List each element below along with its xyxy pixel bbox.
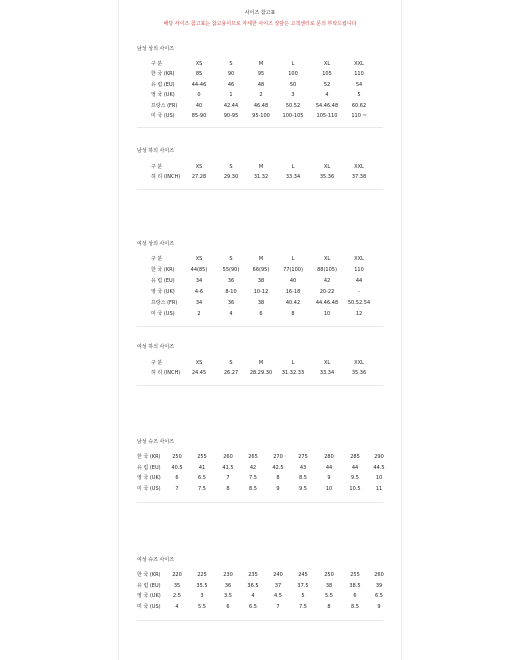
table-cell: 37.5 (297, 582, 309, 589)
row-label: 한 국 (KR) (151, 267, 175, 273)
table-cell: 54.46.48 (315, 102, 339, 109)
table-cell: 230 (223, 572, 233, 578)
table-row (137, 591, 383, 602)
row-label: 한 국 (KR) (137, 454, 161, 460)
table-cell: 3 (291, 92, 295, 99)
table-cell: 6.5 (198, 475, 206, 482)
table-cell: 41.5 (222, 464, 234, 471)
section-title: 남성 슈즈 사이즈 (137, 439, 174, 445)
table-cell: 42.5 (272, 464, 284, 471)
table-cell: 3 (200, 593, 204, 600)
table-cell: 6 (259, 311, 263, 317)
table-cell: 24.45 (191, 370, 207, 377)
table-cell: 6.5 (249, 603, 257, 610)
table-cell: 8 (226, 485, 230, 492)
table-cell: 285 (350, 454, 360, 460)
table-cell: 38 (257, 300, 265, 306)
table-cell: 40 (289, 278, 297, 284)
size-section (137, 239, 383, 327)
table-cell: - (358, 289, 360, 295)
table-row (137, 570, 383, 581)
table-row (137, 602, 383, 613)
section-title: 남성 상의 사이즈 (137, 46, 174, 52)
table-cell: 35.5 (196, 582, 208, 589)
table-cell: 2.5 (173, 593, 181, 600)
size-table (137, 570, 383, 612)
size-table (137, 162, 383, 183)
table-cell: 8 (327, 603, 331, 610)
table-cell: 3.5 (224, 593, 232, 600)
table-cell: 7 (276, 603, 280, 610)
size-section (137, 44, 383, 128)
header-cell: XS (195, 61, 203, 67)
header-cell: XL (323, 256, 331, 262)
table-cell: 95 (257, 71, 265, 78)
table-cell: 7 (226, 475, 230, 482)
table-cell: 8.5 (351, 603, 359, 610)
table-cell: 44 (355, 278, 363, 284)
table-cell: 54 (355, 81, 363, 88)
size-section (137, 555, 383, 621)
table-cell: 9.5 (351, 475, 359, 482)
table-cell: 43 (299, 464, 307, 471)
table-header-row (137, 59, 383, 69)
table-cell: 7.5 (299, 603, 307, 610)
table-cell: 85-90 (191, 112, 207, 119)
row-label: 미 국 (US) (137, 485, 161, 492)
table-cell: 4-6 (194, 289, 204, 295)
table-cell: 290 (374, 454, 384, 460)
table-header-row (137, 254, 383, 265)
table-cell: 10 (325, 485, 333, 492)
table-cell: 9 (327, 475, 331, 482)
table-cell: 8 (276, 475, 280, 482)
header-cell: L (291, 256, 295, 262)
section-divider (137, 326, 383, 327)
table-cell: 90-95 (223, 112, 239, 119)
section-title: 여성 하의 사이즈 (137, 344, 174, 350)
table-cell: 8.5 (299, 475, 307, 482)
table-cell: 34 (195, 300, 203, 306)
table-cell: 110 (354, 267, 364, 273)
table-cell: 95-100 (252, 112, 270, 119)
table-cell: 7.5 (198, 485, 206, 492)
table-cell: 9.5 (299, 485, 307, 492)
row-label: 유 럽 (EU) (137, 582, 161, 589)
table-cell: 9 (276, 485, 280, 492)
section-divider (137, 189, 383, 190)
table-cell: 255 (197, 454, 207, 460)
section-divider (137, 620, 383, 621)
header-cell: XS (195, 256, 203, 262)
table-cell: 33.34 (319, 370, 335, 377)
table-cell: 38 (325, 582, 333, 589)
table-cell: 31.32.33 (281, 370, 305, 377)
table-cell: 2 (197, 311, 201, 317)
row-label: 유 럽 (EU) (151, 278, 175, 284)
row-label: 영 국 (UK) (151, 289, 175, 295)
table-cell: 48 (257, 81, 265, 88)
row-label: 프랑스 (FR) (151, 300, 178, 306)
table-cell: 7.5 (249, 475, 257, 482)
row-label: 미 국 (US) (151, 311, 175, 317)
notice-text: 해당 사이즈 참고표는 참고용이므로 자세한 사이즈 상담은 고객센터로 문의 부탁드립니다 (163, 21, 357, 27)
table-cell: 46 (227, 81, 235, 88)
row-label: 유 럽 (EU) (137, 464, 161, 471)
section-title: 여성 상의 사이즈 (137, 241, 174, 247)
section-divider (137, 385, 383, 386)
table-row (137, 298, 383, 309)
table-cell: 46.48 (253, 102, 269, 109)
table-cell: 100 (288, 71, 298, 78)
table-cell: 6 (353, 593, 357, 600)
section-title: 여성 슈즈 사이즈 (137, 557, 174, 563)
header-cell: M (258, 360, 264, 366)
table-row (137, 452, 383, 463)
table-cell: 4 (229, 311, 233, 317)
row-label: 허 리 (INCH) (151, 174, 181, 181)
table-cell: 260 (374, 572, 384, 578)
table-row (137, 309, 383, 320)
table-cell: 4.5 (274, 593, 282, 600)
table-cell: 34 (195, 278, 203, 284)
size-table (137, 59, 383, 121)
table-cell: 44.5 (373, 464, 385, 471)
table-cell: 110 (354, 71, 364, 78)
table-header-row (137, 162, 383, 172)
table-cell: 37 (274, 582, 282, 589)
table-cell: 26.27 (223, 370, 239, 377)
table-cell: 27.28 (191, 174, 207, 181)
table-cell: 280 (324, 454, 334, 460)
header-cell: XL (323, 61, 331, 67)
table-row (137, 172, 383, 182)
table-cell: 36.5 (247, 582, 259, 589)
table-row (137, 463, 383, 474)
row-label: 허 리 (INCH) (151, 370, 181, 377)
header-cell: 구 분 (151, 360, 163, 366)
table-cell: 50.52 (285, 102, 301, 109)
table-cell: 40.42 (285, 300, 301, 306)
table-cell: 6 (175, 475, 179, 482)
table-cell: 38 (257, 278, 265, 284)
header-cell: XS (195, 360, 203, 366)
table-cell: 220 (172, 572, 182, 578)
table-cell: 77(100) (283, 267, 303, 273)
header-cell: S (229, 164, 233, 170)
table-cell: 8 (291, 311, 295, 317)
header-cell: M (258, 164, 264, 170)
table-row (137, 80, 383, 90)
table-cell: 41 (198, 464, 206, 471)
table-row (137, 484, 383, 495)
header-cell: XXL (354, 61, 364, 67)
table-cell: 90 (227, 71, 235, 78)
table-cell: 35.36 (351, 370, 367, 377)
row-label: 미 국 (US) (137, 603, 161, 610)
table-row (137, 368, 383, 378)
table-cell: 85 (195, 71, 203, 78)
size-table (137, 358, 383, 379)
table-cell: 33.34 (285, 174, 301, 181)
size-table (137, 452, 383, 494)
table-cell: 245 (298, 572, 308, 578)
table-cell: 10-12 (253, 289, 269, 295)
header-cell: M (258, 61, 264, 67)
table-row (137, 287, 383, 298)
row-label: 영 국 (UK) (137, 475, 161, 482)
header-cell: 구 분 (151, 256, 163, 262)
table-cell: 38.5 (349, 582, 361, 589)
table-cell: 2 (259, 92, 263, 99)
size-section (137, 146, 383, 190)
table-cell: 60.62 (351, 102, 367, 109)
table-cell: 36 (227, 278, 235, 284)
table-cell: 39 (375, 582, 383, 589)
table-row (137, 111, 383, 121)
table-cell: 235 (248, 572, 258, 578)
section-divider (137, 127, 383, 128)
table-cell: 10.5 (349, 485, 361, 492)
table-cell: 255 (350, 572, 360, 578)
size-table (137, 254, 383, 320)
row-label: 영 국 (UK) (137, 593, 161, 600)
table-cell: 12 (355, 311, 363, 317)
table-cell: 5.5 (325, 593, 333, 600)
table-cell: 36 (227, 300, 235, 306)
size-section (137, 342, 383, 386)
table-cell: 52 (323, 81, 331, 88)
row-label: 유 럽 (EU) (151, 81, 175, 88)
table-cell: 44(85) (190, 267, 208, 273)
size-section (137, 437, 383, 503)
table-cell: 105 (322, 71, 332, 78)
table-cell: 260 (223, 454, 233, 460)
table-cell: 40 (195, 102, 203, 109)
header-cell: 구 분 (151, 164, 163, 170)
header-cell: L (291, 360, 295, 366)
table-cell: 55(90) (222, 267, 240, 273)
header-cell: XXL (354, 256, 364, 262)
table-cell: 29.30 (223, 174, 239, 181)
header-cell: XS (195, 164, 203, 170)
table-cell: 225 (197, 572, 207, 578)
table-cell: 66(95) (252, 267, 270, 273)
section-title: 남성 하의 사이즈 (137, 148, 174, 154)
table-cell: 275 (298, 454, 308, 460)
table-cell: 4 (175, 603, 179, 610)
table-cell: 5 (357, 92, 361, 99)
row-label: 영 국 (UK) (151, 92, 175, 99)
table-cell: 100-105 (282, 112, 304, 119)
row-label: 미 국 (US) (151, 112, 175, 119)
table-cell: 44 (325, 464, 333, 471)
table-cell: 28.29.30 (249, 370, 273, 377)
table-cell: 42.44 (223, 102, 239, 109)
table-cell: 20-22 (319, 289, 335, 295)
table-cell: 6.5 (375, 593, 383, 600)
section-divider (137, 502, 383, 503)
table-cell: 88(105) (317, 267, 337, 273)
table-cell: 37.38 (351, 174, 367, 181)
header-cell: XL (323, 164, 331, 170)
header-cell: XL (323, 360, 331, 366)
header-cell: S (229, 360, 233, 366)
table-cell: 16-18 (285, 289, 301, 295)
table-cell: 50.52.54 (347, 300, 371, 306)
table-row (137, 276, 383, 287)
table-cell: 0 (197, 92, 201, 99)
table-cell: 36 (224, 582, 232, 589)
table-cell: 250 (324, 572, 334, 578)
table-row (137, 473, 383, 484)
table-cell: 44-46 (191, 81, 207, 88)
table-cell: 31.32 (253, 174, 269, 181)
table-cell: 4 (325, 92, 329, 99)
table-cell: 42 (323, 278, 331, 284)
header-cell: S (229, 256, 233, 262)
table-cell: 7 (175, 485, 179, 492)
table-cell: 105-110 (316, 112, 338, 119)
table-cell: 250 (172, 454, 182, 460)
table-cell: 4 (251, 593, 255, 600)
table-cell: 270 (273, 454, 283, 460)
table-row (137, 90, 383, 100)
header-cell: L (291, 164, 295, 170)
table-cell: 50 (289, 81, 297, 88)
table-cell: 9 (377, 603, 381, 610)
table-cell: 5.5 (198, 603, 206, 610)
table-cell: 44.46.48 (315, 300, 339, 306)
table-cell: 6 (226, 603, 230, 610)
table-cell: 8-10 (225, 289, 237, 295)
table-cell: 42 (249, 464, 257, 471)
header-cell: XXL (354, 164, 364, 170)
header-cell: L (291, 61, 295, 67)
table-cell: 11 (375, 485, 383, 492)
table-cell: 35.36 (319, 174, 335, 181)
table-cell: 5 (301, 593, 305, 600)
table-cell: 44 (351, 464, 359, 471)
table-cell: 8.5 (249, 485, 257, 492)
table-header-row (137, 358, 383, 368)
row-label: 프랑스 (FR) (151, 102, 178, 109)
table-row (137, 101, 383, 111)
table-cell: 110 ~ (351, 112, 367, 119)
header-cell: M (258, 256, 264, 262)
size-guide-page (118, 0, 402, 660)
table-cell: 240 (273, 572, 283, 578)
table-cell: 1 (229, 92, 233, 99)
page-title: 사이즈 참고표 (244, 10, 276, 16)
table-cell: 10 (375, 475, 383, 482)
header-cell: XXL (354, 360, 364, 366)
table-row (137, 581, 383, 592)
row-label: 한 국 (KR) (151, 71, 175, 78)
header-cell: 구 분 (151, 61, 163, 67)
table-row (137, 69, 383, 79)
table-cell: 40.5 (171, 464, 183, 471)
table-cell: 265 (248, 454, 258, 460)
table-cell: 10 (323, 311, 331, 317)
table-row (137, 265, 383, 276)
header-cell: S (229, 61, 233, 67)
row-label: 한 국 (KR) (137, 572, 161, 578)
table-cell: 35 (173, 582, 181, 589)
